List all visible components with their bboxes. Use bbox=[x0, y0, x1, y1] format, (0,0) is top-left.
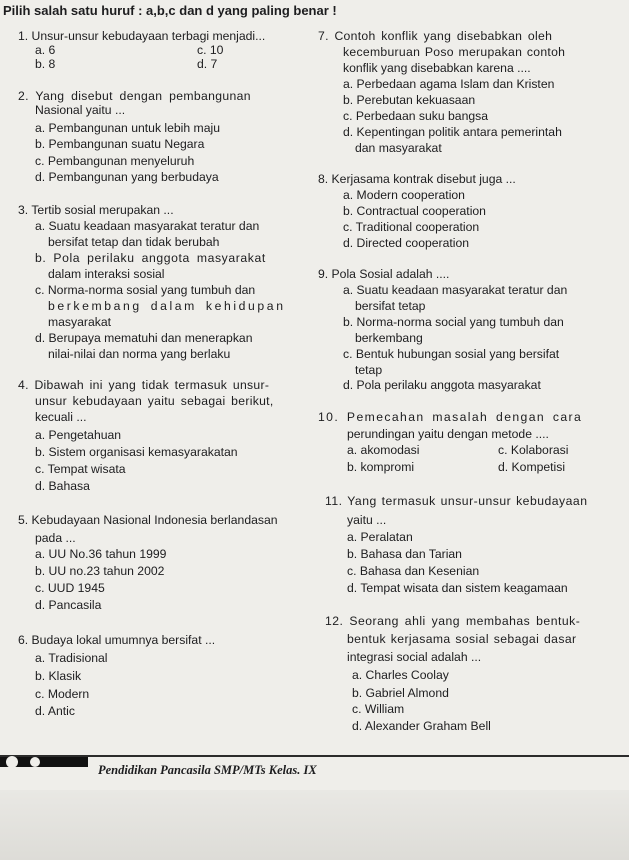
q10-option-d: d. Kompetisi bbox=[498, 460, 566, 474]
question-11-stem-cont: yaitu ... bbox=[347, 513, 387, 527]
q3-option-b-cont: dalam interaksi sosial bbox=[48, 267, 165, 281]
q8-option-b: b. Contractual cooperation bbox=[343, 204, 486, 218]
page-bottom-margin bbox=[0, 790, 629, 860]
q4-option-c: c. Tempat wisata bbox=[35, 462, 126, 476]
q4-option-b: b. Sistem organisasi kemasyarakatan bbox=[35, 445, 238, 459]
q1-option-a: a. 6 bbox=[35, 43, 56, 57]
q3-option-b: b. Pola perilaku anggota masyarakat bbox=[35, 251, 266, 265]
q7-option-a: a. Perbedaan agama Islam dan Kristen bbox=[343, 77, 555, 91]
q12-option-c: c. William bbox=[352, 702, 405, 716]
q11-option-b: b. Bahasa dan Tarian bbox=[347, 547, 462, 561]
q6-option-b: b. Klasik bbox=[35, 669, 82, 683]
q9-option-c-cont: tetap bbox=[355, 363, 383, 377]
question-10-stem: 10. Pemecahan masalah dengan cara bbox=[318, 410, 583, 424]
question-10-stem-cont: perundingan yaitu dengan metode .... bbox=[347, 427, 549, 441]
footer-rule bbox=[0, 755, 629, 757]
q2-option-c: c. Pembangunan menyeluruh bbox=[35, 154, 195, 168]
q3-option-d-cont: nilai-nilai dan norma yang berlaku bbox=[48, 347, 231, 361]
footer-book-title: Pendidikan Pancasila SMP/MTs Kelas. IX bbox=[98, 763, 317, 777]
q11-option-d: d. Tempat wisata dan sistem keagamaan bbox=[347, 581, 568, 595]
question-2-stem: 2. Yang disebut dengan pembangunan bbox=[18, 89, 251, 103]
q9-option-d: d. Pola perilaku anggota masyarakat bbox=[343, 378, 541, 392]
q2-option-a: a. Pembangunan untuk lebih maju bbox=[35, 121, 220, 135]
q4-option-d: d. Bahasa bbox=[35, 479, 90, 493]
q5-option-c: c. UUD 1945 bbox=[35, 581, 105, 595]
question-7-stem-cont2: konflik yang disebabkan karena .... bbox=[343, 61, 531, 75]
q12-option-d: d. Alexander Graham Bell bbox=[352, 719, 491, 733]
q3-option-d: d. Berupaya mematuhi dan menerapkan bbox=[35, 331, 253, 345]
q8-option-d: d. Directed cooperation bbox=[343, 236, 470, 250]
q12-option-a: a. Charles Coolay bbox=[352, 668, 449, 682]
q3-option-a-cont: bersifat tetap dan tidak berubah bbox=[48, 235, 220, 249]
q1-option-c: c. 10 bbox=[197, 43, 224, 57]
q3-option-c: c. Norma-norma sosial yang tumbuh dan bbox=[35, 283, 256, 297]
q4-option-a: a. Pengetahuan bbox=[35, 428, 122, 442]
q3-option-c-cont: berkembang dalam kehidupan bbox=[48, 299, 286, 313]
q7-option-b: b. Perebutan kekuasaan bbox=[343, 93, 476, 107]
q6-option-d: d. Antic bbox=[35, 704, 75, 718]
q6-option-c: c. Modern bbox=[35, 687, 90, 701]
q5-option-a: a. UU No.36 tahun 1999 bbox=[35, 547, 167, 561]
q11-option-a: a. Peralatan bbox=[347, 530, 413, 544]
q9-option-b: b. Norma-norma social yang tumbuh dan bbox=[343, 315, 564, 329]
footer-ornament bbox=[0, 757, 88, 767]
q9-option-b-cont: berkembang bbox=[355, 331, 423, 345]
question-12-stem-cont2: integrasi social adalah ... bbox=[347, 650, 482, 664]
question-12-stem: 12. Seorang ahli yang membahas bentuk- bbox=[325, 614, 581, 628]
q7-option-d: d. Kepentingan politik antara pemerintah bbox=[343, 125, 562, 139]
question-4-stem-cont2: kecuali ... bbox=[35, 410, 87, 424]
q3-option-c-cont2: masyarakat bbox=[48, 315, 111, 329]
question-8-stem: 8. Kerjasama kontrak disebut juga ... bbox=[318, 172, 516, 186]
question-4-stem: 4. Dibawah ini yang tidak termasuk unsur- bbox=[18, 378, 270, 392]
q12-option-b: b. Gabriel Almond bbox=[352, 686, 449, 700]
ornament-circle-2 bbox=[30, 757, 40, 767]
instruction-text: Pilih salah satu huruf : a,b,c dan d yang paling benar ! bbox=[3, 3, 337, 18]
question-4-stem-cont: unsur kebudayaan yaitu sebagai berikut, bbox=[35, 394, 274, 408]
q7-option-d-cont: dan masyarakat bbox=[355, 141, 442, 155]
q10-option-a: a. akomodasi bbox=[347, 443, 420, 457]
q7-option-c: c. Perbedaan suku bangsa bbox=[343, 109, 489, 123]
q9-option-a: a. Suatu keadaan masyarakat teratur dan bbox=[343, 283, 568, 297]
q1-option-d: d. 7 bbox=[197, 57, 218, 71]
ornament-circle-1 bbox=[6, 756, 18, 768]
question-1-stem: 1. Unsur-unsur kebudayaan terbagi menjadi... bbox=[18, 29, 266, 43]
question-11-stem: 11. Yang termasuk unsur-unsur kebudayaan bbox=[325, 494, 588, 508]
question-12-stem-cont: bentuk kerjasama sosial sebagai dasar bbox=[347, 632, 577, 646]
q6-option-a: a. Tradisional bbox=[35, 651, 108, 665]
question-7-stem: 7. Contoh konflik yang disebabkan oleh bbox=[318, 29, 553, 43]
question-6-stem: 6. Budaya lokal umumnya bersifat ... bbox=[18, 633, 216, 647]
q2-option-b: b. Pembangunan suatu Negara bbox=[35, 137, 205, 151]
q9-option-a-cont: bersifat tetap bbox=[355, 299, 426, 313]
question-5-stem-cont: pada ... bbox=[35, 531, 76, 545]
question-3-stem: 3. Tertib sosial merupakan ... bbox=[18, 203, 174, 217]
q5-option-d: d. Pancasila bbox=[35, 598, 102, 612]
q8-option-a: a. Modern cooperation bbox=[343, 188, 465, 202]
question-2-stem-cont: Nasional yaitu ... bbox=[35, 103, 126, 117]
question-9-stem: 9. Pola Sosial adalah .... bbox=[318, 267, 450, 281]
q9-option-c: c. Bentuk hubungan sosial yang bersifat bbox=[343, 347, 560, 361]
q11-option-c: c. Bahasa dan Kesenian bbox=[347, 564, 480, 578]
q2-option-d: d. Pembangunan yang berbudaya bbox=[35, 170, 219, 184]
q1-option-b: b. 8 bbox=[35, 57, 56, 71]
q8-option-c: c. Traditional cooperation bbox=[343, 220, 480, 234]
q3-option-a: a. Suatu keadaan masyarakat teratur dan bbox=[35, 219, 260, 233]
q10-option-b: b. kompromi bbox=[347, 460, 415, 474]
q10-option-c: c. Kolaborasi bbox=[498, 443, 569, 457]
question-7-stem-cont: kecemburuan Poso merupakan contoh bbox=[343, 45, 566, 59]
q5-option-b: b. UU no.23 tahun 2002 bbox=[35, 564, 165, 578]
question-5-stem: 5. Kebudayaan Nasional Indonesia berlandasan bbox=[18, 513, 278, 527]
